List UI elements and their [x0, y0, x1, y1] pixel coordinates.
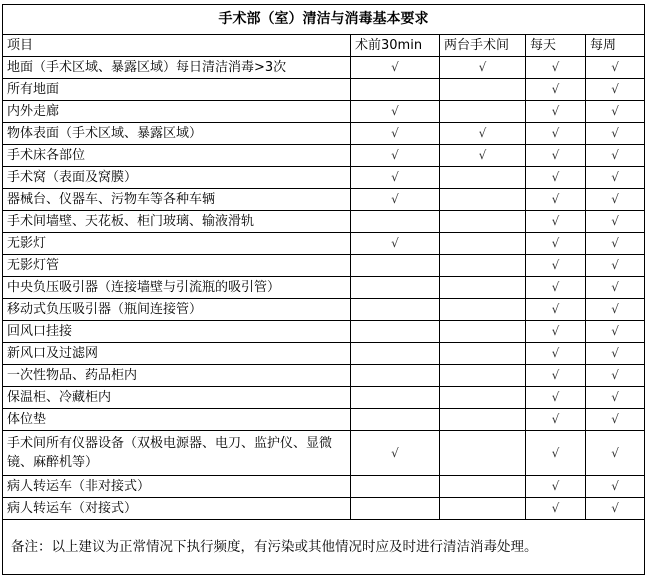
empty-cell: [351, 79, 440, 101]
table-body: [3, 57, 645, 520]
empty-cell: [440, 387, 526, 409]
table-row: [3, 167, 645, 189]
check-mark-cell: √: [526, 79, 586, 101]
empty-cell: [440, 233, 526, 255]
check-mark-cell: √: [526, 189, 586, 211]
check-mark-cell: √: [586, 343, 645, 365]
check-mark-cell: √: [526, 167, 586, 189]
row-item: 内外走廊: [3, 101, 351, 123]
check-mark-cell: √: [351, 101, 440, 123]
row-item: 手术床各部位: [3, 145, 351, 167]
table-row: [3, 498, 645, 520]
table-row: [3, 233, 645, 255]
empty-cell: [351, 476, 440, 498]
check-mark-cell: √: [586, 233, 645, 255]
check-mark-cell: √: [586, 409, 645, 431]
row-item: 物体表面（手术区域、暴露区域）: [3, 123, 351, 145]
row-item: 手术间所有仪器设备（双极电源器、电刀、监护仪、显微镜、麻醉机等）: [3, 431, 351, 476]
row-item: 回风口挂接: [3, 321, 351, 343]
row-item: 新风口及过滤网: [3, 343, 351, 365]
row-item: 体位垫: [3, 409, 351, 431]
empty-cell: [351, 343, 440, 365]
check-mark-cell: √: [526, 321, 586, 343]
check-mark-cell: √: [351, 123, 440, 145]
row-item: 病人转运车（非对接式）: [3, 476, 351, 498]
check-mark-cell: √: [586, 255, 645, 277]
row-item: 所有地面: [3, 79, 351, 101]
empty-cell: [440, 321, 526, 343]
check-mark-cell: √: [586, 321, 645, 343]
row-item: 移动式负压吸引器（瓶间连接管）: [3, 299, 351, 321]
empty-cell: [440, 498, 526, 520]
check-mark-cell: √: [526, 211, 586, 233]
row-item: 中央负压吸引器（连接墙壁与引流瓶的吸引管）: [3, 277, 351, 299]
check-mark-cell: √: [351, 145, 440, 167]
check-mark-cell: √: [440, 145, 526, 167]
check-mark-cell: √: [586, 431, 645, 476]
header-row: [3, 35, 645, 57]
empty-cell: [440, 299, 526, 321]
table-row: [3, 365, 645, 387]
row-item: 手术间墙壁、天花板、柜门玻璃、输液滑轨: [3, 211, 351, 233]
check-mark-cell: √: [526, 277, 586, 299]
check-mark-cell: √: [586, 167, 645, 189]
empty-cell: [351, 299, 440, 321]
empty-cell: [440, 101, 526, 123]
check-mark-cell: √: [351, 167, 440, 189]
table-row: [3, 476, 645, 498]
empty-cell: [351, 277, 440, 299]
empty-cell: [440, 189, 526, 211]
check-mark-cell: √: [351, 189, 440, 211]
row-item: 无影灯管: [3, 255, 351, 277]
row-item: 病人转运车（对接式）: [3, 498, 351, 520]
check-mark-cell: √: [586, 498, 645, 520]
empty-cell: [440, 343, 526, 365]
empty-cell: [351, 255, 440, 277]
check-mark-cell: √: [526, 365, 586, 387]
table-row: [3, 321, 645, 343]
cleaning-table: [2, 4, 645, 575]
empty-cell: [351, 409, 440, 431]
row-item: 手术窝（表面及窝膜）: [3, 167, 351, 189]
check-mark-cell: √: [586, 57, 645, 79]
table-row: [3, 277, 645, 299]
row-item: 无影灯: [3, 233, 351, 255]
check-mark-cell: √: [526, 409, 586, 431]
table-row: [3, 145, 645, 167]
table-row: [3, 255, 645, 277]
check-mark-cell: √: [526, 233, 586, 255]
table-row: [3, 211, 645, 233]
check-mark-cell: √: [526, 57, 586, 79]
header-between: 两台手术间: [440, 35, 526, 57]
check-mark-cell: √: [586, 189, 645, 211]
empty-cell: [351, 387, 440, 409]
check-mark-cell: √: [526, 387, 586, 409]
check-mark-cell: √: [351, 431, 440, 476]
empty-cell: [440, 277, 526, 299]
requirements-document: [2, 4, 644, 575]
empty-cell: [351, 211, 440, 233]
check-mark-cell: √: [586, 79, 645, 101]
check-mark-cell: √: [586, 476, 645, 498]
empty-cell: [351, 321, 440, 343]
check-mark-cell: √: [586, 211, 645, 233]
row-item: 保温柜、冷藏柜内: [3, 387, 351, 409]
check-mark-cell: √: [526, 123, 586, 145]
check-mark-cell: √: [526, 255, 586, 277]
check-mark-cell: √: [526, 343, 586, 365]
check-mark-cell: √: [526, 299, 586, 321]
table-row: [3, 189, 645, 211]
table-row: [3, 101, 645, 123]
check-mark-cell: √: [351, 57, 440, 79]
table-row: [3, 123, 645, 145]
table-row: [3, 79, 645, 101]
check-mark-cell: √: [440, 123, 526, 145]
check-mark-cell: √: [586, 299, 645, 321]
header-daily: 每天: [526, 35, 586, 57]
check-mark-cell: √: [586, 145, 645, 167]
check-mark-cell: √: [526, 476, 586, 498]
check-mark-cell: √: [440, 57, 526, 79]
empty-cell: [440, 409, 526, 431]
empty-cell: [351, 498, 440, 520]
empty-cell: [440, 79, 526, 101]
empty-cell: [351, 365, 440, 387]
row-item: 地面（手术区域、暴露区域）每日清洁消毒>3次: [3, 57, 351, 79]
check-mark-cell: √: [586, 101, 645, 123]
check-mark-cell: √: [526, 431, 586, 476]
empty-cell: [440, 211, 526, 233]
table-row: [3, 343, 645, 365]
check-mark-cell: √: [526, 145, 586, 167]
check-mark-cell: √: [351, 233, 440, 255]
check-mark-cell: √: [526, 101, 586, 123]
header-pre-op: 术前30min: [351, 35, 440, 57]
table-row: [3, 57, 645, 79]
table-row: [3, 299, 645, 321]
check-mark-cell: √: [526, 498, 586, 520]
empty-cell: [440, 431, 526, 476]
table-note: 备注：以上建议为正常情况下执行频度，有污染或其他情况时应及时进行清洁消毒处理。: [3, 520, 645, 575]
empty-cell: [440, 365, 526, 387]
empty-cell: [440, 255, 526, 277]
empty-cell: [440, 167, 526, 189]
header-weekly: 每周: [586, 35, 645, 57]
row-item: 一次性物品、药品柜内: [3, 365, 351, 387]
table-title: 手术部（室）清洁与消毒基本要求: [3, 5, 645, 35]
empty-cell: [440, 476, 526, 498]
table-row: [3, 431, 645, 476]
check-mark-cell: √: [586, 277, 645, 299]
check-mark-cell: √: [586, 365, 645, 387]
header-item: 项目: [3, 35, 351, 57]
check-mark-cell: √: [586, 123, 645, 145]
table-row: [3, 387, 645, 409]
check-mark-cell: √: [586, 387, 645, 409]
row-item: 器械台、仪器车、污物车等各种车辆: [3, 189, 351, 211]
table-row: [3, 409, 645, 431]
